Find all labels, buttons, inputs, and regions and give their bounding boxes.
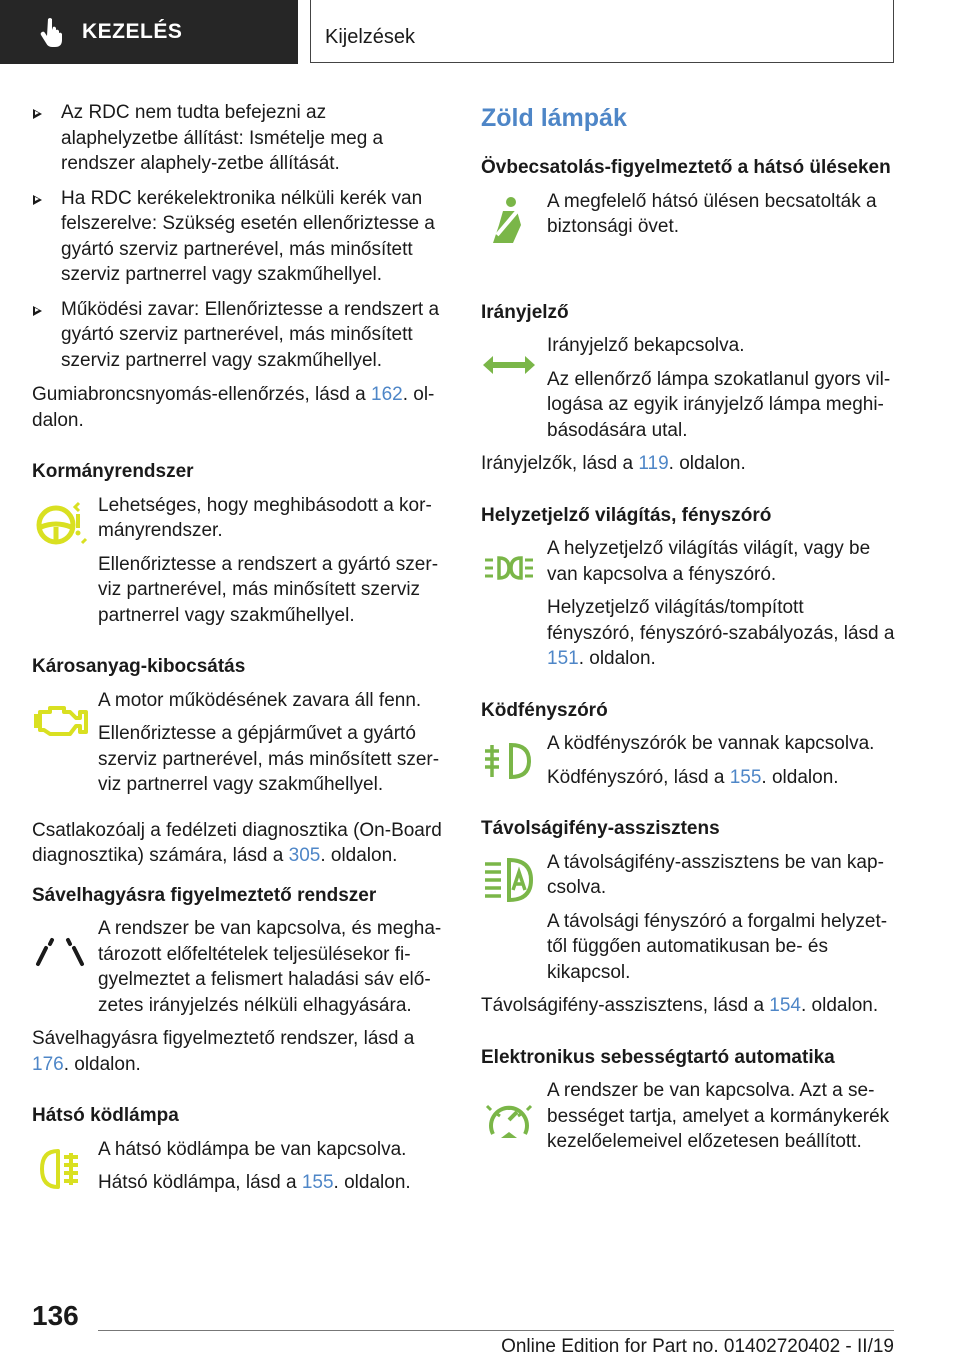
turn-signal-section: Irányjelző Irányjelző bekapcsolva. Az ellenőrző lámpa szokatlanul gyors vil-logása az egyik irányjelző lámpa meghi-básodására utal. Irányjelzők, lásd a 119. oldalon.	[481, 300, 895, 477]
obd-reference: Csatlakozóalj a fedélzeti diagnosztika (On-Board diagnosztika) számára, lásd a 305. oldalon.	[32, 819, 442, 866]
triangle-bullet-icon	[33, 109, 42, 119]
page-link[interactable]: 119	[638, 453, 669, 474]
page-link[interactable]: 154	[769, 995, 801, 1016]
high-beam-reference: Távolságifény-asszisztens, lásd a 154. oldalon.	[481, 995, 879, 1016]
right-column	[481, 100, 895, 1155]
steering-section: Kormányrendszer Lehetséges, hogy meghibásodott a kor-mányrendszer. Ellenőriztesse a rendszert a gyártó szer-viz partnerével, más minősített szerviz partnerrel vagy szakműhellyel.	[32, 459, 444, 628]
section-heading: Távolságifény-asszisztens	[481, 818, 720, 839]
lane-departure-section: Sávelhagyásra figyelmeztető rendszer A rendszer be van kapcsolva, és megha-tározott előfeltételek teljesülésekor fi-gyelmeztet a felismert haladási sáv elő-zetes irányjelzés nélküli elhagyására. Sávelhagyásra figyelmeztető rendszer, lásd a 176. oldalon.	[32, 883, 444, 1078]
section-heading: Hátsó ködlámpa	[32, 1105, 179, 1126]
section-heading: Elektronikus sebességtartó automatika	[481, 1046, 835, 1068]
emission-section: Károsanyag-kibocsátás A motor működésének zavara áll fenn. Ellenőriztesse a gépjárművet a gyártó szerviz partnerével, más minősített szer-viz partnerrel vagy szakműhellyel. Csatlakozóalj a fedélzeti diagnosztika (On-Board diagnosztika) számára, lásd a 305. oldalon.	[32, 654, 444, 869]
position-light-section: Helyzetjelző világítás, fényszóró A helyzetjelző világítás világít, vagy be van kapcsolva a fényszóró. Helyzetjelző világítás/tompított fényszóró, fényszóró-szabályozás, lásd a 151. oldalon.	[481, 504, 895, 669]
page-link[interactable]: 155	[301, 1172, 334, 1193]
section-heading: Övbecsatolás-figyelmeztető a hátsó üléseken	[481, 157, 891, 178]
section-heading: Irányjelző	[481, 301, 569, 323]
green-lamps-heading: Zöld lámpák	[481, 104, 627, 132]
footer-divider	[98, 1330, 894, 1331]
edition-footer: Online Edition for Part no. 01402720402 - II/19	[501, 1336, 894, 1357]
chapter-title: Kijelzések	[325, 26, 416, 48]
left-column	[32, 100, 444, 1196]
page-link[interactable]: 305	[288, 845, 321, 866]
turn-signal-reference: Irányjelzők, lásd a 119. oldalon.	[481, 453, 746, 474]
rear-fog-section: Hátsó ködlámpa A hátsó ködlámpa be van kapcsolva. Hátsó ködlámpa, lásd a 155. oldalon.	[32, 1103, 444, 1196]
fog-light-section: Ködfényszóró A ködfényszórók be vannak kapcsolva. Ködfényszóró, lásd a 155. oldalon.	[481, 698, 895, 791]
page-header	[0, 0, 960, 66]
lane-reference: Sávelhagyásra figyelmeztető rendszer, lásd a 176. oldalon.	[32, 1028, 415, 1075]
rear-fog-lamp-icon	[32, 1141, 88, 1197]
lane-departure-icon	[32, 924, 88, 980]
triangle-bullet-icon	[33, 195, 42, 205]
page-number: 136	[32, 1300, 79, 1331]
page-link[interactable]: 151	[547, 648, 579, 669]
section-tab	[0, 0, 298, 64]
seatbelt-icon	[481, 193, 537, 249]
triangle-bullet-icon	[33, 306, 42, 316]
parking-light-icon	[481, 540, 537, 596]
page-link[interactable]: 162	[371, 384, 403, 405]
fog-light-icon	[481, 733, 537, 789]
page-link[interactable]: 176	[32, 1053, 64, 1075]
high-beam-assist-icon	[481, 852, 537, 908]
steering-warning-icon	[32, 497, 88, 553]
section-heading: Károsanyag-kibocsátás	[32, 656, 246, 677]
high-beam-assist-section: Távolságifény-asszisztens A távolságifény-asszisztens be van kap-csolva. A távolsági fényszóró a forgalmi helyzet-től függően automatikusan be- és kikapcsol. Távolságifény-asszisztens, lásd a 154. oldalon.	[481, 816, 895, 1019]
seatbelt-section: Övbecsatolás-figyelmeztető a hátsó üléseken A megfelelő hátsó ülésen becsatolták a biztonsági övet.	[481, 155, 895, 274]
bullet-item: Ha RDC kerékelektronika nélküli kerék van felszerelve: Szükség esetén ellenőriztesse a gyártó szerviz partnerével, más minősített szerviz partnerrel vagy szakműhellyel.	[32, 186, 444, 288]
tire-pressure-reference: Gumiabroncsnyomás-ellenőrzés, lásd a 162. ol-dalon.	[32, 384, 435, 431]
cruise-control-section: Elektronikus sebességtartó automatika A rendszer be van kapcsolva. Azt a se-bességet tartja, amelyet a kormánykerék kezelőelemeivel előzetesen beállított.	[481, 1045, 895, 1155]
chapter-title-box	[310, 0, 894, 63]
turn-signal-icon	[481, 337, 537, 393]
section-heading: Helyzetjelző világítás, fényszóró	[481, 504, 772, 526]
section-heading: Sávelhagyásra figyelmeztető rendszer	[32, 884, 377, 906]
bullet-item: Működési zavar: Ellenőriztesse a rendszert a gyártó szerviz partnerével, más minősített szerviz partnerrel vagy szakműhellyel.	[32, 297, 444, 374]
bullet-item: Az RDC nem tudta befejezni az alaphelyzetbe állítást: Ismételje meg a rendszer alaphely-zetbe állítását.	[32, 100, 444, 177]
page-link[interactable]: 155	[729, 766, 762, 788]
section-heading: Kormányrendszer	[32, 461, 194, 482]
cruise-control-icon	[481, 1092, 537, 1148]
section-label: KEZELÉS	[82, 20, 183, 43]
engine-check-icon	[32, 694, 88, 750]
section-heading: Ködfényszóró	[481, 699, 608, 721]
hand-pointer-icon	[40, 17, 66, 47]
